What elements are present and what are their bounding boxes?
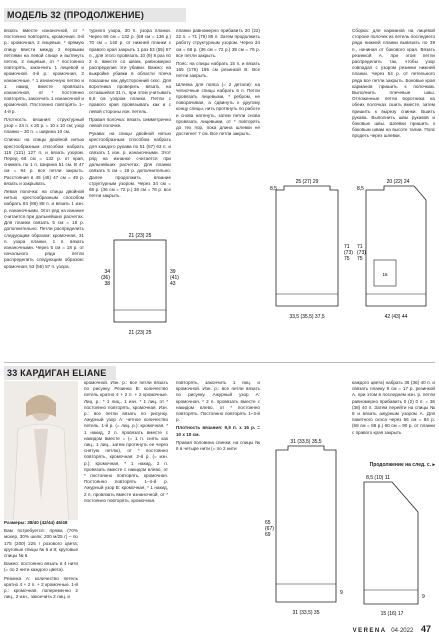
back-diagram <box>262 178 352 338</box>
front-h2: (73) <box>357 250 366 256</box>
cardigan-front-sub: 9 <box>422 594 425 600</box>
issue-number: 04·2022 <box>391 628 414 634</box>
front-h1: 71 <box>357 244 363 250</box>
sleeve-right-2: (41) <box>170 275 179 281</box>
rib-a-text: Резинка А: количество петель кратно 4 + 2 п. + 2 кромочные. 1-й р.: кромочная, попеременно 2 лиц., 2 изн., закончить 2 лиц. и <box>4 575 78 600</box>
front-h3: 75 <box>357 256 363 262</box>
text-column-3 <box>176 28 260 168</box>
front-diagram <box>354 178 436 338</box>
pattern-text: вязать вместе изнаночной, от * постоянно повторять, кромочная. 3-й р.: кромочная, 2 лицевые, * прямую спицу ввести между 2 первыми петлями на левой спице и вытянуть петлю, 2 лицевые, от * постоянно повторять, закончить 1 лицевой и кромочной. 4-й р.: кромочная, 2 изнаночные, * 1 изнаночную петлю и 1 накид вместе провязать изнаночной, от * постоянно повторять, закончить 1 изнаночной и кромочной. Постоянно повторять 1–4-й р. <box>4 28 84 114</box>
sleeve-top-label: 21 (23) 25 <box>128 233 152 239</box>
cardigan-front-top: 8,5 (10) 11 <box>366 475 390 481</box>
back-outline <box>276 186 338 306</box>
cardigan-front-outline <box>364 482 418 604</box>
cardigan-back-diagram <box>262 436 348 620</box>
text-column-1 <box>4 28 84 368</box>
cardigan-cont-text: каждого цвета) набрать 36 (36) 40 п. и связать планку 9 см = 17 р. резинкой А, при этом в последнем изн. р. петли равномерно прибавить 0 (2) 0 п. = 36 (38) 40 п. Затем перейти на спицы № 8 и вязать ажурным узором А. Для пакетного скоса через 56 см = 84 р. (58 см = 88 р.) 60 см = 90 р. от планки с правого края закрыть <box>352 380 435 435</box>
front-bottom-label: 42 (43) 44 <box>384 314 408 320</box>
sleeve-left-3: 38 <box>104 281 110 287</box>
magazine-name: VERENA <box>352 628 387 634</box>
bottom-text-column-2 <box>84 380 168 636</box>
gauge-text: Плотность вязания: структурный узор = 24 п. x 20 р. = 10 x 10 см; узор планки – 30 п. = ширина 10 см. <box>4 116 84 135</box>
left-front-text: Левая полочка: на спицы двойной нитью крестообразным способом набрать 84 (86) 88 п. и вязать 1 изн. р. изнаночными. Этот ряд на изнанке считается при дальнейших расчетах. Для планки связать 5 см = 18 р. дополнительно. Петли распределить следующим образом: кромочная, 31 п. узора планки, 1 п. вязать изнаночными. Через 5 см = 18 р. от начального ряда петли распределить следующим образом: кромочная, 53 (55) 57 п. узора. <box>4 189 84 269</box>
cardigan-back-h3: 69 <box>265 532 271 538</box>
cardigan-front-bottom: 15 (16) 17 <box>380 611 404 617</box>
belt-text: Пояс: на спицы набрать 15 п. и вязать 165 (175) 185 см резинкой В. Все петли закрыть. <box>176 61 260 79</box>
back-text: Спинка: на спицы двойной нитью крестообразным способом набрать 115 (121) 127 п. и вязать узором. Перед 66 см = 132 р. от края, снимать по 1 п. Ширина 51 см. В 47 см = 94 р. все петли закрыть. Расстояния в 45 (46) 47 см = 49 р. вязать и закрывать. <box>4 137 84 186</box>
bottom-text-column-3 <box>176 380 260 500</box>
back-top-label: 25 (27) 29 <box>295 179 319 185</box>
right-front-text: Правая полочка: вязать симметрично левой полочке. <box>89 116 171 129</box>
section-divider <box>4 362 435 363</box>
materials-text: Вам потребуется: пряжа (70% мохер, 30% шелк; 200 м/25 г) – по 175 (200) 225 г розового цвета; круговые спицы № 6 и 8; круговые спицы № 6. <box>4 528 78 559</box>
cardigan-back-bottom: 31 (33,5) 35 <box>292 610 320 616</box>
bottom-gauge-text: Плотность вязания: 9,5 п. x 15 р. = 10 x 10 см. <box>176 425 260 437</box>
pocket-width-label: 16 <box>382 272 388 277</box>
front-side-label: 8,5 <box>357 186 364 192</box>
openwork-text: повторять, закончить 1 лиц. и кромочной. Изн. р.: все петли вязать по рисунку. Ажурный узор А: кромочная, * 2 п. провязать вместе с накидом влево, от * постоянно повторять. Постоянно повторять 1–4-й р. <box>176 380 260 423</box>
back-h1: 71 <box>344 244 350 250</box>
bottom-text-column-1 <box>4 520 78 638</box>
front-top-label: 20 (22) 24 <box>386 179 410 185</box>
cardigan-back-h2: (67) <box>265 526 274 532</box>
cardigan-back-outline <box>276 446 336 602</box>
cardigan-back-top: 31 (33,5) 35,5 <box>290 439 322 445</box>
sleeve-left-2: (36) <box>101 275 110 281</box>
band-text: планки равномерно прибавить 20 (22) 22 п. = 71 (79) 85 п. Затем продолжить работу структурным узором. Через 34 см = 68 р. (36 см = 72 р.) 38 см = 76 р. все петли закрыть. <box>176 28 260 58</box>
section-title-bottom: 33 КАРДИГАН ELIANE <box>7 368 107 378</box>
front-text: турного узора, 30 п. узора планки. Через 66 см = 132 р. (68 см = 136 р.) 70 см = 140 р. от нижней планки с правого края закрыть 1 раз 53 (55) 57 п., для этого провязать 10 (9) 8 раз по 2 п. вместе со швом, равномерно распределив эти убавки. Важно: на выкройке убавки в области плеча показаны как двусторонний скос. Для воротника проверить вязать на оставшейся 31 п., при этом учитывать 8,5 см узором планки. Петли с правого края провязывать как и с левой стороны изн. петель. <box>89 28 171 114</box>
assembly-text: Сборка: для карманов на лицевой стороне полочек из петель последнего ряда нижней планки вывязать по 39 п., начиная от бокового края. Вязать резинкой А, при этом петли распределить так, чтобы узор совпадал с узором резинки нижней планки. Через 54 р. от петельного ряда все петли закрыть. Боковые края карманов пришить к полочкам. Выполнить плечевые швы. Отложенные петли воротника на обеих полочках сшить вместе, затем пришить к вырезу спинки. Вшить рукава. Выполнить швы рукавов и боковые швы. Шлевки пришить к боковым швам на высоте талии. Пояс продеть через шлевки. <box>352 28 435 139</box>
sleeve-bottom-label: 21 (23) 25 <box>128 330 152 336</box>
page-number: 47 <box>420 624 431 634</box>
back-side-label: 8,5 <box>270 186 277 192</box>
bottom-text-column-4 <box>352 380 435 460</box>
back-bottom-label: 33,5 (35,5) 37,5 <box>289 314 325 320</box>
important-text: Важно: постоянно вязать в 4 нити (= по 2 нити каждого цвета). <box>4 561 78 573</box>
right-back-text: Правая половина спинки: на спицы № 6 в четыре нити (= по 2 нити <box>176 439 260 452</box>
text-column-4 <box>352 28 435 168</box>
sleeve-right-1: 39 <box>170 269 176 275</box>
sleeves-text: Рукава: на спицы двойной нитью крестообразным способом набрать для каждого рукава по 51 (57) 63 п. и связать 1 изн. р. изнаночными. Этот ряд на изнанке считается при дальнейших расчетах. Для планки связать 5 см = 18 р. дополнительно. Далее продолжить вязание структурным узором. Через 34 см = 68 р. (36 см = 72 р.) 38 см = 76 р. все петли закрыть. <box>89 131 171 199</box>
back-h2: (73) <box>344 250 353 256</box>
cardigan-front-diagram <box>352 472 436 620</box>
sleeve-left-1: 34 <box>104 269 110 275</box>
sleeve-diagram <box>92 228 190 338</box>
back-h3: 75 <box>344 256 350 262</box>
page-footer <box>353 624 431 634</box>
continued-link[interactable]: Продолжение на след. с. ▸ <box>369 462 435 468</box>
section-title-top: МОДЕЛЬ 32 (ПРОДОЛЖЕНИЕ) <box>7 10 145 20</box>
cardigan-back-h1: 65 <box>265 520 271 526</box>
cardigan-back-sub: 9 <box>340 590 343 596</box>
text-column-2 <box>89 28 171 228</box>
sleeve-right-3: 43 <box>170 281 176 287</box>
sizes-text: Размеры: 38/40 (42/44) 46/48 <box>4 520 68 525</box>
front-outline <box>366 186 426 306</box>
loop-text: Шлевка для пояса (= 2 детали): на челночные спицы набрать 6 п. Петли провязать лицевыми, * ребром, не поворачивая, а сдвинуть к другому концу спицы, нить протянуть по работе и снова натянуть, затем петли снова провязать лицевыми, от * повторять до тех пор, пока длина шлевки не достигнет 7 см. Все петли закрыть. <box>176 81 260 137</box>
patterns-text: кромочной. Изн. р.: все петли вязать по рисунку. Резинка В: количество петель кратно 4 + 2 п. + 2 кромочные. Лиц. р.: * 1 лиц., 1 изн. * 1 лиц. от * постоянно повторять, кромочная. Изн. р.: все петли вязать по рисунку. Ажурный узор А: четное количество петель. 1-й р. (= лиц. р.): кромочная, * 1 накид, 2 п. провязать вместе с накидом вместе = (= 1 п. снять как лиц., 1 лиц., затем протянуть ее через снятую петлю), от * постоянно повторять, кромочная. 2-й р. (= изн. р.): кромочная, * 1 накид, 2 п. провязать вместе с накидом влево, от * постоянно повторять, кромочная. Постоянно повторять 1–4-й р. Ажурный узор В: кромочная, * 1 накид, 2 п. провязать вместе изнаночной, от * постоянно повторять, кромочная. <box>84 380 168 503</box>
